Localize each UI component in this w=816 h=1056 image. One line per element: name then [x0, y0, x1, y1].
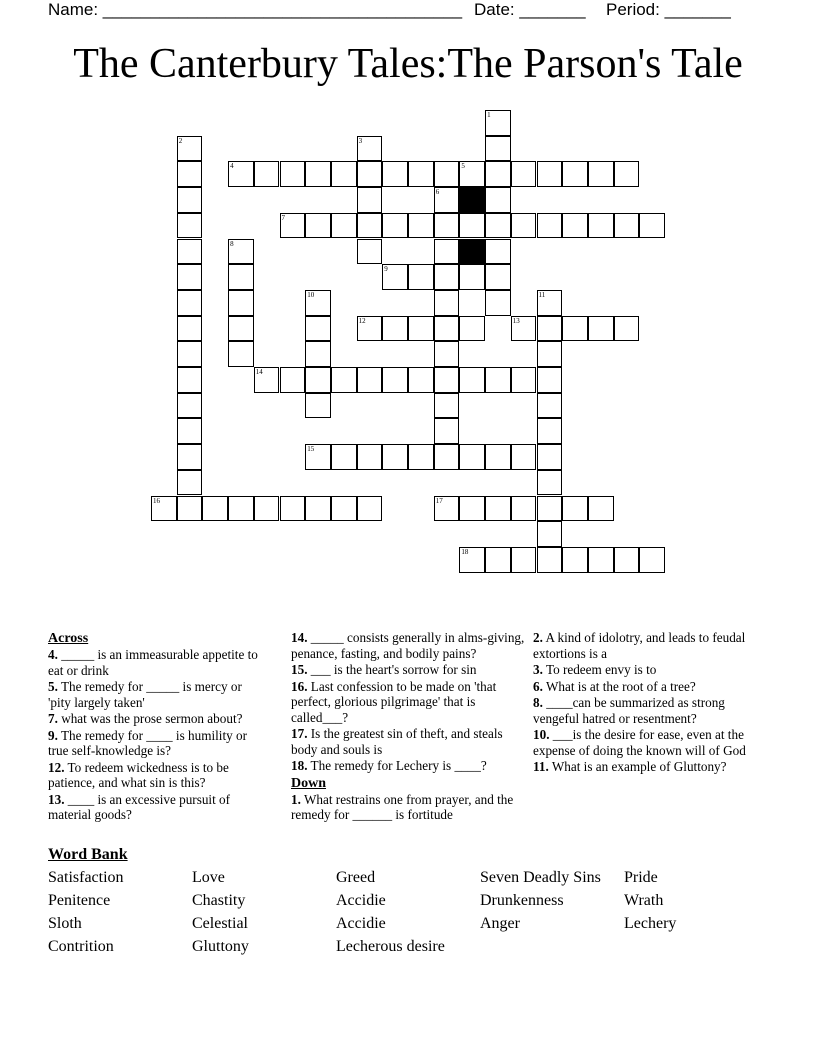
grid-cell[interactable] [537, 316, 563, 342]
grid-cell[interactable] [357, 239, 383, 265]
cell-number: 2 [178, 136, 183, 145]
clue-text: what was the prose sermon about? [57, 711, 243, 726]
grid-cell[interactable] [331, 213, 357, 239]
black-cell [459, 239, 485, 265]
grid-cell[interactable] [177, 496, 203, 522]
word-bank-word: Satisfaction [48, 869, 124, 886]
grid-cell[interactable] [305, 367, 331, 393]
grid-cell[interactable] [434, 239, 460, 265]
grid-cell[interactable] [151, 496, 177, 522]
cell-number: 5 [461, 162, 465, 171]
grid-cell[interactable] [562, 547, 588, 573]
clue-text: The remedy for _____ is mercy or 'pity largely taken' [48, 679, 242, 710]
cell-number: 14 [255, 368, 263, 376]
word-bank-word: Wrath [624, 892, 664, 909]
clue-number: 14. [291, 630, 308, 645]
grid-cell[interactable] [434, 161, 460, 187]
clues-column-1 [48, 630, 266, 824]
grid-cell[interactable] [537, 213, 563, 239]
grid-cell[interactable] [280, 367, 306, 393]
grid-cell[interactable] [485, 136, 511, 162]
grid-cell[interactable] [588, 547, 614, 573]
clue-number: 5. [48, 679, 58, 694]
clue-text: _____ consists generally in alms-giving, penance, fasting, and bodily pains? [291, 630, 525, 661]
word-bank-word: Lecherous desire [336, 938, 445, 955]
grid-cell[interactable] [228, 264, 254, 290]
grid-cell[interactable] [614, 161, 640, 187]
grid-cell[interactable] [511, 496, 537, 522]
clue-item [533, 662, 773, 678]
grid-cell[interactable] [331, 367, 357, 393]
clue-item [48, 647, 266, 678]
grid-cell[interactable] [537, 393, 563, 419]
clue-item [291, 792, 527, 823]
grid-cell[interactable] [562, 496, 588, 522]
word-bank-word: Pride [624, 869, 658, 886]
clue-item [533, 759, 773, 775]
clue-text: ____ is an excessive pursuit of material goods? [48, 791, 231, 822]
cell-number: 8 [230, 239, 234, 248]
grid-cell[interactable] [459, 496, 485, 522]
grid-cell[interactable] [305, 316, 331, 342]
clue-item [48, 679, 266, 710]
cell-number: 10 [307, 290, 315, 299]
grid-cell[interactable] [537, 521, 563, 547]
grid-cell[interactable] [382, 316, 408, 342]
grid-cell[interactable] [588, 496, 614, 522]
grid-cell[interactable] [459, 367, 485, 393]
grid-cell[interactable] [614, 547, 640, 573]
grid-cell[interactable] [485, 213, 511, 239]
cell-number: 12 [358, 316, 366, 325]
grid-cell[interactable] [177, 393, 203, 419]
grid-cell[interactable] [280, 496, 306, 522]
cell-number: 7 [281, 213, 285, 222]
clue-text: To redeem wickedness is to be patience, and what sin is this? [48, 759, 229, 790]
cell-number: 1 [487, 111, 491, 119]
grid-cell[interactable] [408, 264, 434, 290]
grid-cell[interactable] [305, 393, 331, 419]
clue-item [48, 728, 266, 759]
clue-number: 8. [533, 695, 543, 710]
grid-cell[interactable] [357, 136, 383, 162]
word-bank-column [480, 868, 601, 937]
clue-number: 1. [291, 791, 301, 807]
grid-cell[interactable] [588, 316, 614, 342]
clue-number: 4. [48, 647, 58, 662]
grid-cell[interactable] [459, 161, 485, 187]
grid-cell[interactable] [511, 161, 537, 187]
grid-cell[interactable] [408, 161, 434, 187]
word-bank-word: Accidie [336, 892, 386, 909]
word-bank-word: Celestial [192, 915, 248, 932]
grid-cell[interactable] [614, 316, 640, 342]
grid-cell[interactable] [434, 496, 460, 522]
cell-number: 18 [461, 547, 469, 556]
grid-cell[interactable] [434, 418, 460, 444]
grid-cell[interactable] [177, 341, 203, 367]
clue-item [48, 711, 266, 727]
across-heading: Across [48, 631, 89, 646]
grid-cell[interactable] [357, 316, 383, 342]
word-bank-word: Anger [480, 915, 520, 932]
clue-text: ____can be summarized as strong vengeful hatred or resentment? [533, 695, 725, 726]
grid-cell[interactable] [459, 547, 485, 573]
across-clue-list-1 [48, 647, 266, 823]
grid-cell[interactable] [562, 316, 588, 342]
grid-cell[interactable] [537, 470, 563, 496]
grid-cell[interactable] [434, 393, 460, 419]
grid-cell[interactable] [357, 213, 383, 239]
grid-cell[interactable] [408, 444, 434, 470]
grid-cell[interactable] [305, 444, 331, 470]
grid-cell[interactable] [434, 213, 460, 239]
clue-item [291, 662, 527, 678]
grid-cell[interactable] [485, 264, 511, 290]
cell-number: 4 [230, 162, 234, 171]
cell-number: 15 [307, 445, 315, 454]
clue-item [291, 630, 527, 661]
grid-cell[interactable] [357, 496, 383, 522]
clue-number: 18. [291, 758, 308, 773]
grid-cell[interactable] [177, 264, 203, 290]
word-bank-word: Contrition [48, 938, 114, 955]
clue-text: _____ is an immeasurable appetite to eat or drink [48, 647, 258, 678]
grid-cell[interactable] [639, 213, 665, 239]
black-cell [459, 187, 485, 213]
grid-cell[interactable] [280, 161, 306, 187]
grid-cell[interactable] [382, 367, 408, 393]
down-clue-list-2 [533, 630, 773, 775]
grid-cell[interactable] [177, 470, 203, 496]
clue-text: ___is the desire for ease, even at the expense of doing the known will of God [533, 727, 746, 758]
clue-text: What restrains one from prayer, and the remedy for ______ is fortitude [291, 791, 514, 822]
grid-cell[interactable] [177, 444, 203, 470]
grid-cell[interactable] [562, 213, 588, 239]
grid-cell[interactable] [228, 290, 254, 316]
grid-cell[interactable] [485, 496, 511, 522]
cell-number: 9 [384, 265, 388, 274]
clue-text: The remedy for Lechery is ____? [307, 758, 487, 773]
cell-number: 11 [538, 290, 546, 299]
clues-column-2 [291, 630, 527, 824]
grid-cell[interactable] [382, 264, 408, 290]
grid-cell[interactable] [228, 341, 254, 367]
grid-cell[interactable] [305, 213, 331, 239]
grid-cell[interactable] [202, 496, 228, 522]
word-bank-column [336, 868, 445, 960]
clue-item [533, 727, 773, 758]
period-field-label: Period: _______ [606, 0, 731, 19]
word-bank-column [624, 868, 676, 937]
word-bank-word: Love [192, 869, 225, 886]
grid-cell[interactable] [228, 161, 254, 187]
clue-number: 13. [48, 791, 65, 807]
grid-cell[interactable] [434, 444, 460, 470]
clue-item [291, 726, 527, 757]
grid-cell[interactable] [485, 110, 511, 136]
page-title: The Canterbury Tales:The Parson's Tale [73, 41, 743, 87]
word-bank-heading: Word Bank [48, 846, 128, 863]
grid-cell[interactable] [485, 547, 511, 573]
grid-cell[interactable] [537, 547, 563, 573]
grid-cell[interactable] [305, 341, 331, 367]
grid-cell[interactable] [177, 161, 203, 187]
grid-cell[interactable] [254, 496, 280, 522]
clue-number: 3. [533, 662, 543, 677]
cell-number: 17 [435, 496, 443, 505]
grid-cell[interactable] [588, 213, 614, 239]
grid-cell[interactable] [485, 290, 511, 316]
grid-cell[interactable] [357, 161, 383, 187]
grid-cell[interactable] [485, 444, 511, 470]
clue-number: 12. [48, 759, 65, 775]
grid-cell[interactable] [485, 367, 511, 393]
grid-cell[interactable] [537, 418, 563, 444]
grid-cell[interactable] [537, 496, 563, 522]
grid-cell[interactable] [434, 341, 460, 367]
grid-cell[interactable] [177, 213, 203, 239]
grid-cell[interactable] [177, 187, 203, 213]
grid-cell[interactable] [177, 136, 203, 162]
clue-number: 7. [48, 711, 58, 726]
clue-item [291, 679, 527, 726]
clue-item [291, 758, 527, 774]
grid-cell[interactable] [511, 316, 537, 342]
cell-number: 3 [358, 136, 363, 145]
grid-cell[interactable] [382, 161, 408, 187]
clue-text: ___ is the heart's sorrow for sin [307, 662, 477, 677]
across-clue-list-2 [291, 630, 527, 774]
grid-cell[interactable] [614, 213, 640, 239]
cell-number: 6 [435, 188, 440, 197]
clue-number: 16. [291, 678, 308, 694]
word-bank-word: Chastity [192, 892, 246, 909]
grid-cell[interactable] [511, 547, 537, 573]
grid-cell[interactable] [331, 161, 357, 187]
down-heading: Down [291, 775, 327, 791]
word-bank-word: Accidie [336, 915, 386, 932]
grid-cell[interactable] [511, 444, 537, 470]
clue-item [533, 630, 773, 661]
word-bank-word: Sloth [48, 915, 82, 932]
grid-cell[interactable] [562, 161, 588, 187]
grid-cell[interactable] [485, 161, 511, 187]
grid-cell[interactable] [357, 444, 383, 470]
clue-text: Last confession to be made on 'that perfect, glorious pilgrimage' that is called___? [291, 678, 497, 725]
grid-cell[interactable] [459, 444, 485, 470]
clue-number: 17. [291, 726, 308, 741]
grid-cell[interactable] [459, 213, 485, 239]
grid-cell[interactable] [357, 367, 383, 393]
word-bank-column [48, 868, 124, 960]
grid-cell[interactable] [459, 264, 485, 290]
grid-cell[interactable] [485, 187, 511, 213]
grid-cell[interactable] [537, 367, 563, 393]
clue-number: 6. [533, 678, 543, 694]
clue-text: What is at the root of a tree? [542, 678, 696, 694]
grid-cell[interactable] [280, 213, 306, 239]
name-field-label: Name: ______________________________________ [48, 0, 463, 19]
grid-cell[interactable] [177, 418, 203, 444]
clue-text: The remedy for ____ is humility or true self-knowledge is? [48, 727, 248, 758]
word-bank-column [192, 868, 249, 960]
grid-cell[interactable] [434, 367, 460, 393]
grid-cell[interactable] [588, 161, 614, 187]
clue-number: 9. [48, 727, 58, 743]
word-bank-word: Penitence [48, 892, 111, 909]
date-field-label: Date: _______ [474, 0, 586, 19]
clue-number: 10. [533, 727, 550, 742]
grid-cell[interactable] [305, 290, 331, 316]
grid-cell[interactable] [537, 290, 563, 316]
grid-cell[interactable] [434, 316, 460, 342]
clue-item [533, 695, 773, 726]
grid-cell[interactable] [177, 367, 203, 393]
clue-item [533, 679, 773, 695]
clue-text: Is the greatest sin of theft, and steals body and souls is [291, 726, 503, 757]
grid-cell[interactable] [177, 316, 203, 342]
grid-cell[interactable] [459, 316, 485, 342]
grid-cell[interactable] [305, 496, 331, 522]
grid-cell[interactable] [228, 496, 254, 522]
grid-cell[interactable] [408, 367, 434, 393]
down-clue-list-1 [291, 792, 527, 823]
word-bank-word: Gluttony [192, 938, 249, 955]
grid-cell[interactable] [228, 316, 254, 342]
grid-cell[interactable] [511, 213, 537, 239]
grid-cell[interactable] [485, 239, 511, 265]
cell-number: 16 [153, 496, 160, 505]
clue-number: 2. [533, 630, 543, 645]
grid-cell[interactable] [382, 444, 408, 470]
grid-cell[interactable] [434, 290, 460, 316]
grid-cell[interactable] [639, 547, 665, 573]
word-bank-word: Lechery [624, 915, 677, 932]
grid-cell[interactable] [537, 161, 563, 187]
clue-number: 15. [291, 662, 308, 677]
clue-number: 11. [533, 759, 549, 774]
grid-cell[interactable] [434, 264, 460, 290]
grid-cell[interactable] [254, 367, 280, 393]
grid-cell[interactable] [254, 161, 280, 187]
grid-cell[interactable] [177, 239, 203, 265]
grid-cell[interactable] [434, 187, 460, 213]
grid-cell[interactable] [331, 444, 357, 470]
clue-item [48, 792, 266, 823]
clue-item [48, 760, 266, 791]
grid-cell[interactable] [511, 367, 537, 393]
cell-number: 13 [512, 316, 520, 325]
grid-cell[interactable] [537, 444, 563, 470]
grid-cell[interactable] [331, 496, 357, 522]
grid-cell[interactable] [177, 290, 203, 316]
word-bank-word: Drunkenness [480, 892, 564, 909]
clue-text: To redeem envy is to [542, 662, 657, 677]
grid-cell[interactable] [382, 213, 408, 239]
grid-cell[interactable] [357, 187, 383, 213]
clues-column-3 [533, 630, 773, 776]
clue-text: What is an example of Gluttony? [548, 759, 727, 774]
grid-cell[interactable] [537, 341, 563, 367]
grid-cell[interactable] [408, 316, 434, 342]
grid-cell[interactable] [228, 239, 254, 265]
word-bank-word: Seven Deadly Sins [480, 869, 601, 886]
word-bank-word: Greed [336, 869, 376, 886]
grid-cell[interactable] [305, 161, 331, 187]
clue-text: A kind of idolotry, and leads to feudal extortions is a [533, 630, 746, 661]
grid-cell[interactable] [408, 213, 434, 239]
